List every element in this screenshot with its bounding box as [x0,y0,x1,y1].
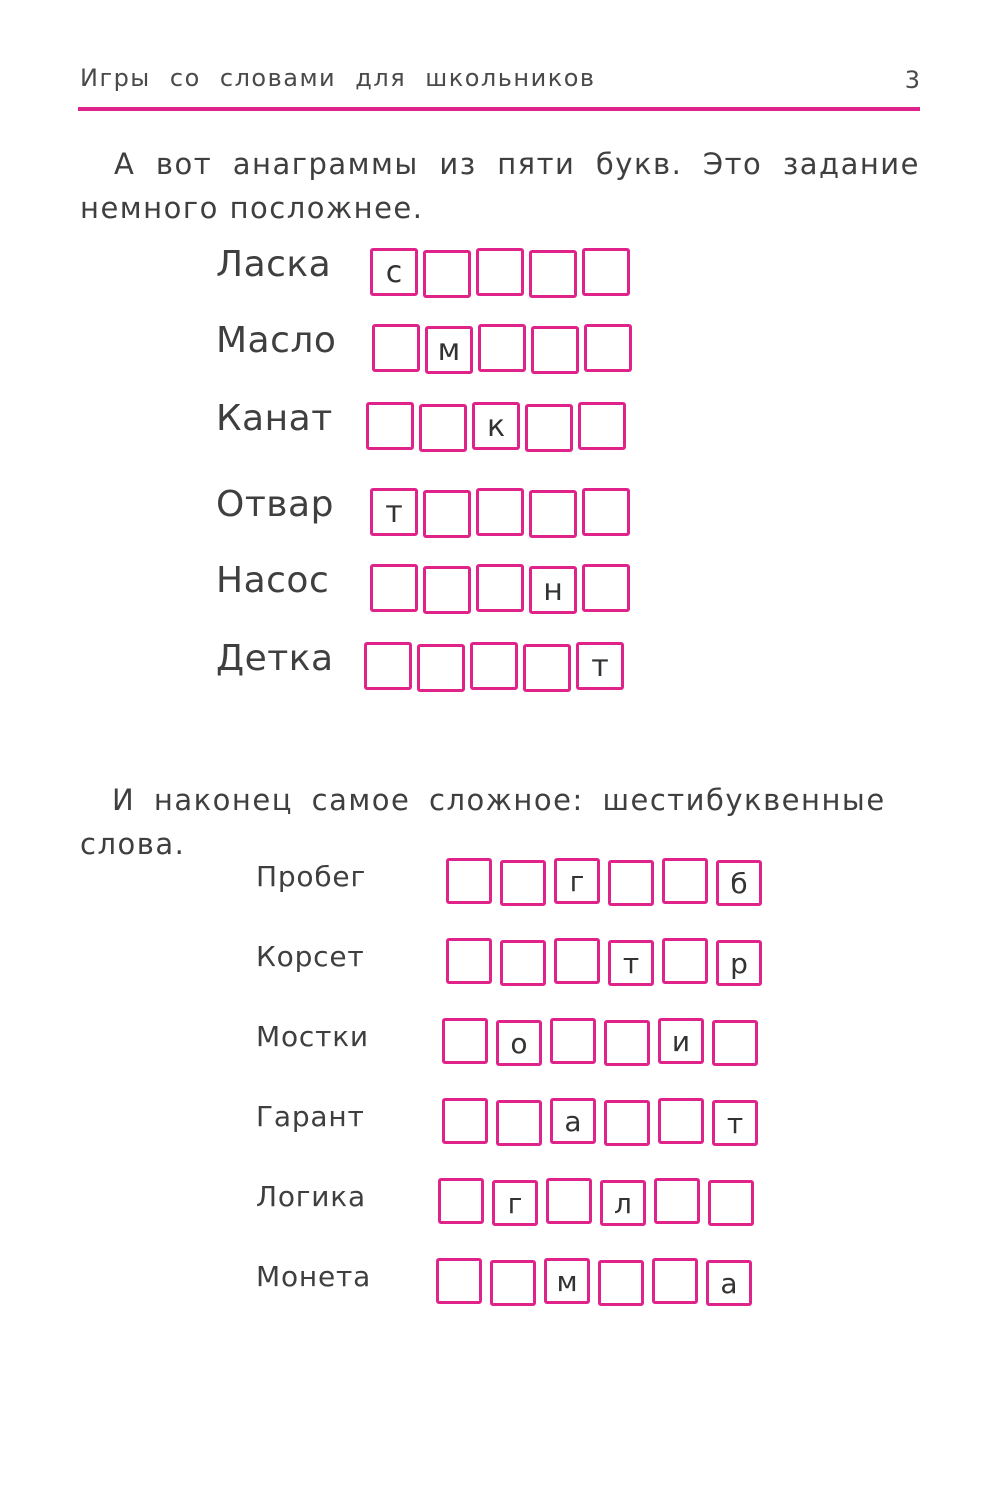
anagram-word: Канат [216,398,333,439]
letter-box[interactable]: с [370,248,418,296]
letter-box[interactable] [531,326,579,374]
letter-box[interactable] [366,402,414,450]
anagram-word: Ласка [216,244,332,285]
letter-box[interactable]: о [496,1020,542,1066]
letter-box[interactable]: г [492,1180,538,1226]
letter-box[interactable] [529,250,577,298]
letter-box[interactable] [476,564,524,612]
letter-box[interactable] [604,1020,650,1066]
letter-box[interactable]: к [472,402,520,450]
letter-box[interactable]: т [712,1100,758,1146]
letter-box[interactable]: т [370,488,418,536]
letter-box[interactable] [652,1258,698,1304]
letter-box[interactable] [496,1100,542,1146]
letter-box[interactable] [476,488,524,536]
letter-box[interactable]: т [608,940,654,986]
letter-box[interactable] [604,1100,650,1146]
letter-box[interactable] [529,490,577,538]
letter-box[interactable] [598,1260,644,1306]
anagram-word: Гарант [256,1100,365,1133]
letter-box[interactable] [370,564,418,612]
anagram-word: Детка [216,638,334,679]
letter-box[interactable] [423,490,471,538]
letter-box[interactable]: и [658,1018,704,1064]
letter-box[interactable] [546,1178,592,1224]
letter-box[interactable] [470,642,518,690]
letter-box[interactable] [417,644,465,692]
letter-box[interactable] [662,938,708,984]
letter-box[interactable] [582,488,630,536]
letter-box[interactable]: а [550,1098,596,1144]
letter-box[interactable]: р [716,940,762,986]
letter-box[interactable] [662,858,708,904]
anagram-word: Корсет [256,940,365,973]
letter-box[interactable]: м [544,1258,590,1304]
letter-box[interactable] [525,404,573,452]
letter-box[interactable] [708,1180,754,1226]
running-header-title: Игры со словами для школьников [80,64,596,92]
letter-box[interactable]: м [425,326,473,374]
letter-box[interactable] [712,1020,758,1066]
letter-box[interactable] [478,324,526,372]
letter-box[interactable] [419,404,467,452]
letter-box[interactable] [438,1178,484,1224]
anagram-word: Отвар [216,484,334,525]
letter-box[interactable] [423,566,471,614]
page-number: 3 [904,66,920,94]
six-letter-intro: И наконец самое сложное: шестибуквенные слова. [80,783,886,861]
letter-box[interactable] [608,860,654,906]
letter-box[interactable]: т [576,642,624,690]
anagram-word: Логика [256,1180,366,1213]
letter-box[interactable] [554,938,600,984]
anagram-word: Мостки [256,1020,369,1053]
letter-box[interactable] [423,250,471,298]
letter-box[interactable] [550,1018,596,1064]
letter-box[interactable]: н [529,566,577,614]
anagram-word: Монета [256,1260,372,1293]
letter-box[interactable] [364,642,412,690]
letter-box[interactable] [582,564,630,612]
letter-box[interactable] [476,248,524,296]
letter-box[interactable] [654,1178,700,1224]
anagram-word: Пробег [256,860,366,893]
letter-box[interactable] [500,860,546,906]
letter-box[interactable]: г [554,858,600,904]
letter-box[interactable] [436,1258,482,1304]
letter-box[interactable] [490,1260,536,1306]
letter-box[interactable] [523,644,571,692]
letter-box[interactable] [372,324,420,372]
letter-box[interactable] [446,858,492,904]
letter-box[interactable]: а [706,1260,752,1306]
letter-box[interactable] [446,938,492,984]
anagram-word: Насос [216,560,330,601]
letter-box[interactable]: б [716,860,762,906]
letter-box[interactable] [442,1018,488,1064]
letter-box[interactable] [578,402,626,450]
letter-box[interactable] [584,324,632,372]
letter-box[interactable]: л [600,1180,646,1226]
letter-box[interactable] [658,1098,704,1144]
five-letter-intro: А вот анаграммы из пяти букв. Это задание немного посложнее. [80,147,920,225]
letter-box[interactable] [442,1098,488,1144]
header-rule [78,107,920,111]
anagram-word: Масло [216,320,337,361]
letter-box[interactable] [500,940,546,986]
letter-box[interactable] [582,248,630,296]
